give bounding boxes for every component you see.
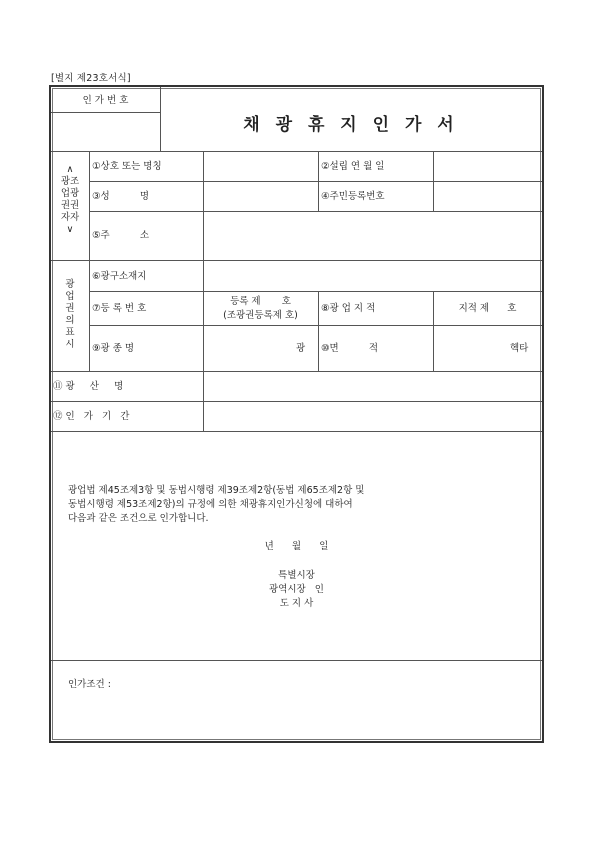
permit-number-label: 인 가 번 호 (82, 95, 129, 106)
col-line (433, 151, 434, 211)
header-divider (51, 112, 160, 113)
address-label: ⑤주 소 (92, 230, 150, 241)
mining-area-number: 지적 제 호 (458, 303, 517, 314)
col-line (433, 291, 434, 371)
registration-number-value: 등록 제 호 (230, 296, 291, 307)
body-line-3: 다음과 같은 조건으로 인가합니다. (68, 513, 209, 524)
permit-period-label: ⑫ 인 가 기 간 (53, 411, 130, 422)
name-label: ③성 명 (92, 191, 150, 202)
body-line-1: 광업법 제45조제3항 및 동법시행령 제39조제2항(동법 제65조제2항 및 (68, 485, 365, 496)
rule-line (51, 431, 542, 432)
rule-line (51, 660, 542, 661)
applicant-group-label: ∧ 광조 업광 권권 자자 ∨ (60, 164, 80, 235)
mining-area-label: ⑧광 업 지 적 (321, 303, 376, 314)
rule-line (51, 260, 542, 261)
page-title: 채 광 휴 지 인 가 서 (243, 115, 459, 135)
col-line (203, 151, 204, 431)
rule-line (89, 291, 542, 292)
rule-line (89, 325, 542, 326)
registration-number-label: ⑦등 록 번 호 (92, 303, 147, 314)
rule-line (89, 211, 542, 212)
rule-line (89, 181, 542, 182)
col-line (318, 291, 319, 371)
rule-line (51, 371, 542, 372)
date-line: 년 월 일 (264, 541, 329, 552)
mining-right-group-label: 광 업 권 의 표 시 (65, 279, 75, 350)
area-size-unit: 헥타 (510, 343, 529, 354)
rule-line (51, 401, 542, 402)
mineral-type-suffix: 광 (296, 343, 306, 354)
mine-location-label: ⑥광구소재지 (92, 271, 147, 282)
col-line (89, 151, 90, 371)
signer-line-1: 특별시장 (278, 570, 315, 581)
rule-line (51, 151, 542, 152)
signer-line-3: 도 지 사 (279, 598, 314, 609)
establish-date-label: ②설립 연 월 일 (321, 161, 385, 172)
form-number: [별지 제23호서식] (51, 73, 131, 84)
mineral-type-label: ⑨광 종 명 (92, 343, 135, 354)
resident-number-label: ④주민등록번호 (321, 191, 385, 202)
company-name-label: ①상호 또는 명칭 (92, 161, 162, 172)
signer-line-2: 광역시장 인 (269, 584, 324, 595)
concession-registration-value: (조광권등록제 호) (223, 310, 298, 321)
col-line (318, 151, 319, 211)
conditions-label: 인가조건 : (68, 679, 111, 690)
body-line-2: 동법시행령 제53조제2항)의 규정에 의한 채광휴지인가신청에 대하여 (68, 499, 353, 510)
area-size-label: ⑩면 적 (321, 343, 379, 354)
mine-name-label: ⑪ 광 산 명 (53, 381, 124, 392)
